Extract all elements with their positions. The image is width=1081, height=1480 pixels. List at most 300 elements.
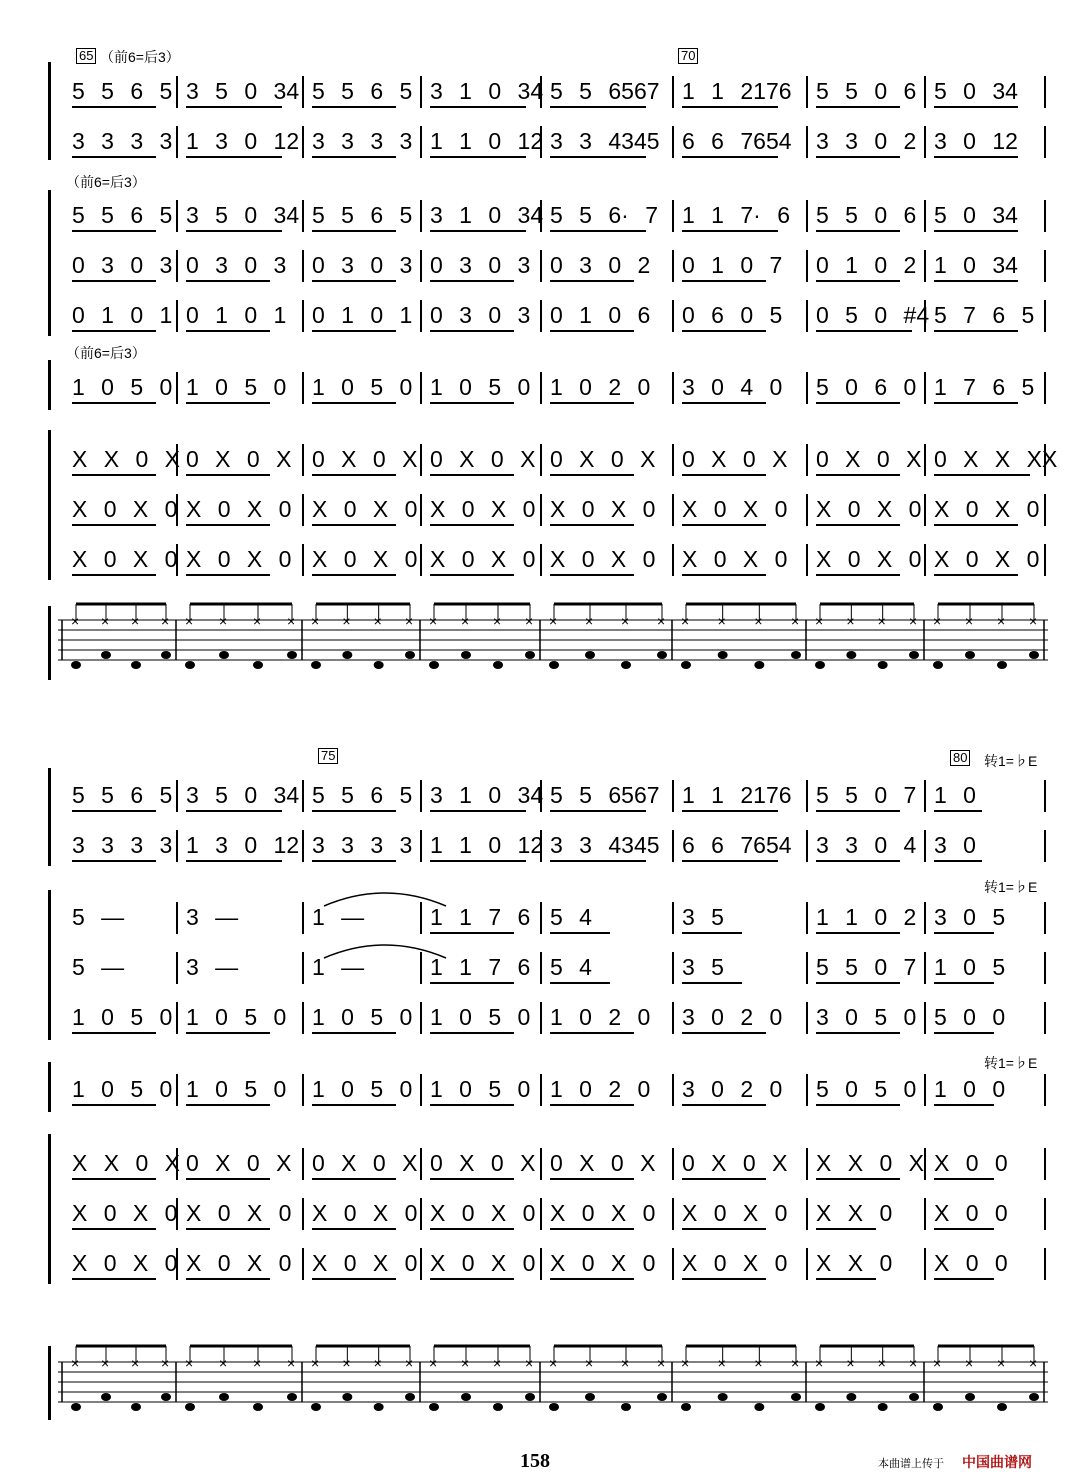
system2-measure-cell: 3 3 3 3	[72, 832, 173, 858]
tuning-note-top: （前6=后3）	[100, 49, 180, 65]
drum-cymbal-note: ×	[549, 1355, 558, 1371]
system2-barline	[420, 1074, 422, 1106]
drum-note-head	[219, 1393, 229, 1401]
system1-barline	[302, 494, 304, 526]
system2-beam	[934, 1278, 994, 1280]
bracket-s1-b	[48, 190, 55, 336]
drum-note-head	[1029, 1393, 1039, 1401]
drum-cymbal-note: ×	[429, 613, 438, 629]
system2-barline	[540, 952, 542, 984]
bracket-s1-c	[48, 360, 55, 410]
system2-measure-cell: 3 3 3 3	[312, 832, 413, 858]
tuning-note-2: （前6=后3）	[66, 174, 146, 190]
system2-measure-cell: 0 X 0 X	[312, 1150, 418, 1176]
system1-measure-cell: 1 1 0 12	[430, 128, 544, 154]
drum-cymbal-note: ×	[549, 613, 558, 629]
system1-beam	[816, 156, 900, 158]
system1-barline	[176, 494, 178, 526]
system1-measure-cell: 3 0 12	[934, 128, 1018, 154]
system1-barline	[672, 250, 674, 282]
system2-barline	[420, 1148, 422, 1180]
system2-beam	[186, 1032, 270, 1034]
drum-cymbal-note: ×	[405, 1355, 414, 1371]
drum-note-head	[621, 1403, 631, 1411]
system1-beam	[934, 402, 1018, 404]
system1-barline	[924, 544, 926, 576]
system1-beam	[72, 330, 156, 332]
bracket-s1-d	[48, 430, 55, 580]
system1-beam	[186, 156, 282, 158]
system1-barline	[1044, 544, 1046, 576]
system2-beam	[816, 982, 900, 984]
system1-barline	[806, 300, 808, 332]
system2-measure-cell: 3 5	[682, 904, 724, 930]
system1-beam	[186, 524, 270, 526]
system2-barline	[806, 902, 808, 934]
system1-barline	[672, 300, 674, 332]
drum-note-head	[405, 1393, 415, 1401]
system1-measure-cell: 0 3 0 3	[72, 252, 173, 278]
system2-barline	[806, 1198, 808, 1230]
system2-beam	[682, 932, 742, 934]
drum-note-head	[429, 661, 439, 669]
system2-barline	[806, 1148, 808, 1180]
system2-barline	[672, 952, 674, 984]
system2-measure-cell: 3 —	[186, 954, 239, 980]
system2-beam	[816, 1178, 900, 1180]
system2-beam	[550, 1228, 634, 1230]
system1-measure-cell: X 0 X 0	[312, 546, 418, 572]
system2-beam	[72, 860, 156, 862]
system1-measure-cell: 0 1 0 7	[682, 252, 783, 278]
system1-measure-cell: 0 X X XX	[934, 446, 1058, 472]
system2-barline	[176, 780, 178, 812]
system2-barline	[1044, 1248, 1046, 1280]
system2-measure-cell: 0 X 0 X	[186, 1150, 292, 1176]
system2-barline	[924, 1148, 926, 1180]
drum-cymbal-note: ×	[373, 1355, 382, 1371]
drum-note-head	[493, 1403, 503, 1411]
system2-barline	[420, 952, 422, 984]
system1-barline	[924, 494, 926, 526]
system2-beam	[72, 1278, 156, 1280]
system2-barline	[806, 1074, 808, 1106]
system1-barline	[672, 200, 674, 232]
system1-barline	[176, 444, 178, 476]
system2-measure-cell: 1 0 5 0	[72, 1004, 173, 1030]
system2-beam	[550, 810, 646, 812]
drum-note-head	[342, 1393, 352, 1401]
system2-beam	[72, 1178, 156, 1180]
system1-measure-cell: 1 3 0 12	[186, 128, 300, 154]
system1-measure-cell: X 0 X 0	[430, 496, 536, 522]
drum-note-head	[754, 661, 764, 669]
system2-measure-cell: 3 —	[186, 904, 239, 930]
system1-beam	[682, 574, 766, 576]
drum-note-head	[791, 1393, 801, 1401]
system2-measure-cell: X 0 X 0	[72, 1200, 178, 1226]
system1-beam	[72, 280, 156, 282]
drum-note-head	[101, 651, 111, 659]
system2-barline	[806, 1002, 808, 1034]
system1-barline	[302, 250, 304, 282]
system1-beam	[72, 402, 156, 404]
bracket-s2-d	[48, 1134, 55, 1284]
system2-beam	[682, 1228, 766, 1230]
system2-barline	[176, 902, 178, 934]
system2-measure-cell: 5 5 0 7	[816, 782, 917, 808]
system1-barline	[924, 300, 926, 332]
system1-barline	[924, 126, 926, 158]
system1-barline	[924, 76, 926, 108]
system2-measure-cell: X 0 X 0	[682, 1250, 788, 1276]
system2-beam	[682, 860, 778, 862]
drum-cymbal-note: ×	[791, 613, 800, 629]
system1-beam	[816, 402, 900, 404]
drum-cymbal-note: ×	[461, 613, 470, 629]
system1-barline	[806, 250, 808, 282]
system1-measure-cell: 3 0 4 0	[682, 374, 783, 400]
system1-barline	[420, 544, 422, 576]
system2-barline	[672, 1248, 674, 1280]
system1-beam	[550, 330, 634, 332]
system1-measure-cell: 5 7 6 5	[934, 302, 1035, 328]
drum-note-head	[878, 661, 888, 669]
system1-beam	[186, 474, 270, 476]
drum-cymbal-note: ×	[657, 1355, 666, 1371]
system2-beam	[430, 932, 514, 934]
system2-measure-cell: 1 0 0	[934, 1076, 1006, 1102]
system1-measure-cell: 5 5 6· 7	[550, 202, 658, 228]
system2-measure-cell: 5 —	[72, 904, 125, 930]
system2-measure-cell: X 0 X 0	[430, 1250, 536, 1276]
system1-barline	[176, 200, 178, 232]
system1-barline	[420, 494, 422, 526]
system1-measure-cell: 3 3 4345	[550, 128, 660, 154]
system2-barline	[302, 780, 304, 812]
key-change-2: 转1=♭E	[984, 879, 1038, 895]
drum-note-head	[1029, 651, 1039, 659]
system1-barline	[176, 76, 178, 108]
drum-note-head	[287, 1393, 297, 1401]
system2-measure-cell: 5 0 5 0	[816, 1076, 917, 1102]
drum-note-head	[657, 1393, 667, 1401]
measure-number-80: 80	[950, 750, 970, 766]
system2-beam	[430, 1228, 514, 1230]
system2-barline	[176, 1074, 178, 1106]
system1-barline	[302, 76, 304, 108]
system2-beam	[430, 1278, 514, 1280]
system1-measure-cell: 0 1 0 2	[816, 252, 917, 278]
system1-measure-cell: 1 0 2 0	[550, 374, 651, 400]
bracket-s2-drum	[48, 1346, 55, 1420]
system1-barline	[1044, 444, 1046, 476]
system1-measure-cell: 3 3 3 3	[312, 128, 413, 154]
system1-barline	[1044, 200, 1046, 232]
system2-measure-cell: X 0 X 0	[682, 1200, 788, 1226]
system1-barline	[806, 494, 808, 526]
system2-barline	[924, 1074, 926, 1106]
system2-measure-cell: X 0 X 0	[312, 1200, 418, 1226]
system1-barline	[540, 300, 542, 332]
system1-barline	[1044, 250, 1046, 282]
system2-beam	[312, 810, 396, 812]
system1-barline	[176, 126, 178, 158]
system1-measure-cell: X 0 X 0	[682, 546, 788, 572]
system2-beam	[186, 810, 282, 812]
system2-beam	[186, 860, 282, 862]
system2-barline	[302, 952, 304, 984]
drum-cymbal-note: ×	[493, 1355, 502, 1371]
drum-note-head	[71, 661, 81, 669]
system1-barline	[540, 372, 542, 404]
system1-beam	[682, 106, 778, 108]
system2-barline	[806, 780, 808, 812]
system2-beam	[816, 1032, 900, 1034]
system2-measure-cell: X 0 X 0	[430, 1200, 536, 1226]
system2-barline	[176, 952, 178, 984]
system1-measure-cell: 5 5 6 5	[312, 78, 413, 104]
system1-beam	[934, 574, 1018, 576]
system2-measure-cell: 5 4	[550, 904, 592, 930]
system2-barline	[672, 830, 674, 862]
system2-beam	[186, 1104, 270, 1106]
system1-measure-cell: 0 X 0 X	[682, 446, 788, 472]
drum-cymbal-note: ×	[754, 613, 763, 629]
drum-note-head	[287, 651, 297, 659]
system2-beam	[934, 860, 982, 862]
drum-note-head	[878, 1403, 888, 1411]
system2-beam	[934, 810, 982, 812]
system1-beam	[430, 330, 514, 332]
system1-barline	[1044, 126, 1046, 158]
system2-beam	[816, 932, 900, 934]
system2-measure-cell: 0 X 0 X	[682, 1150, 788, 1176]
system2-measure-cell: 1 0 5 0	[312, 1004, 413, 1030]
drum-note-head	[909, 1393, 919, 1401]
system2-measure-cell: X 0 0	[934, 1200, 1008, 1226]
drum-note-head	[815, 1403, 825, 1411]
system2-measure-cell: 1 3 0 12	[186, 832, 300, 858]
system1-measure-cell: 0 3 0 3	[430, 302, 531, 328]
system2-barline	[302, 1198, 304, 1230]
system1-beam	[682, 280, 766, 282]
system2-barline	[176, 1148, 178, 1180]
system2-beam	[312, 1104, 396, 1106]
drum-cymbal-note: ×	[717, 1355, 726, 1371]
system1-measure-cell: 1 7 6 5	[934, 374, 1035, 400]
drum-note-head	[161, 1393, 171, 1401]
system1-beam	[816, 474, 900, 476]
system1-barline	[1044, 372, 1046, 404]
system2-beam	[312, 860, 396, 862]
system1-barline	[672, 544, 674, 576]
system1-measure-cell: 0 X 0 X	[312, 446, 418, 472]
system2-measure-cell: X X 0	[816, 1250, 893, 1276]
drum-cymbal-note: ×	[933, 613, 942, 629]
system2-barline	[672, 780, 674, 812]
drum-cymbal-note: ×	[101, 1355, 110, 1371]
drum-cymbal-note: ×	[311, 1355, 320, 1371]
system1-beam	[72, 574, 156, 576]
system1-barline	[420, 372, 422, 404]
drum-cymbal-note: ×	[405, 613, 414, 629]
system2-measure-cell: 1 0	[934, 782, 976, 808]
system1-beam	[816, 330, 912, 332]
system2-barline	[540, 1248, 542, 1280]
drum-note-head	[718, 1393, 728, 1401]
system2-barline	[420, 902, 422, 934]
system1-barline	[806, 372, 808, 404]
system1-beam	[816, 230, 900, 232]
drum-cymbal-note: ×	[373, 613, 382, 629]
system1-measure-cell: X 0 X 0	[816, 496, 922, 522]
system2-measure-cell: X 0 X 0	[550, 1200, 656, 1226]
system2-barline	[1044, 902, 1046, 934]
system1-beam	[934, 524, 1018, 526]
system1-measure-cell: X 0 X 0	[682, 496, 788, 522]
system2-beam	[816, 860, 900, 862]
system2-beam	[682, 1032, 766, 1034]
drum-note-head	[161, 651, 171, 659]
system2-barline	[924, 1198, 926, 1230]
system1-barline	[420, 76, 422, 108]
system2-barline	[924, 952, 926, 984]
drum-cymbal-note: ×	[429, 1355, 438, 1371]
system1-measure-cell: X 0 X 0	[186, 496, 292, 522]
system1-measure-cell: 0 1 0 1	[186, 302, 287, 328]
measure-number-65: 65	[76, 48, 96, 64]
system2-beam	[430, 1104, 514, 1106]
system1-measure-cell: X 0 X 0	[816, 546, 922, 572]
system2-measure-cell: X 0 0	[934, 1150, 1008, 1176]
drum-cymbal-note: ×	[311, 613, 320, 629]
system2-measure-cell: 5 —	[72, 954, 125, 980]
bracket-s2-c	[48, 1062, 55, 1112]
drum-cymbal-note: ×	[965, 613, 974, 629]
system2-beam	[186, 1278, 270, 1280]
system2-measure-cell: 5 0 0	[934, 1004, 1006, 1030]
system1-measure-cell: 0 X 0 X	[550, 446, 656, 472]
system2-measure-cell: 3 3 4345	[550, 832, 660, 858]
system2-barline	[540, 902, 542, 934]
system2-barline	[672, 1148, 674, 1180]
drum-cymbal-note: ×	[287, 613, 296, 629]
system2-beam	[816, 1228, 876, 1230]
drum-note-head	[311, 1403, 321, 1411]
system2-measure-cell: 1 1 7 6	[430, 954, 531, 980]
system1-measure-cell: 6 6 7654	[682, 128, 792, 154]
drum-staff-1	[58, 600, 1048, 680]
system1-measure-cell: X X 0 X	[72, 446, 180, 472]
drum-cymbal-note: ×	[681, 1355, 690, 1371]
system2-beam	[816, 1278, 876, 1280]
system1-measure-cell: 1 0 5 0	[72, 374, 173, 400]
drum-cymbal-note: ×	[997, 613, 1006, 629]
system1-measure-cell: X 0 X 0	[72, 496, 178, 522]
drum-cymbal-note: ×	[1029, 613, 1038, 629]
drum-note-head	[493, 661, 503, 669]
system1-barline	[672, 494, 674, 526]
system2-measure-cell: 1 1 2176	[682, 782, 792, 808]
system1-beam	[312, 230, 396, 232]
drum-note-head	[965, 651, 975, 659]
system1-beam	[186, 230, 282, 232]
drum-note-head	[131, 1403, 141, 1411]
bracket-s1-drum	[48, 606, 55, 680]
system2-barline	[1044, 952, 1046, 984]
system1-beam	[550, 156, 646, 158]
system2-measure-cell: 5 5 6 5	[72, 782, 173, 808]
system1-barline	[176, 544, 178, 576]
drum-cymbal-note: ×	[219, 613, 228, 629]
system2-barline	[924, 1002, 926, 1034]
system2-beam	[312, 1278, 396, 1280]
system1-beam	[430, 524, 514, 526]
system2-beam	[550, 1178, 634, 1180]
drum-cymbal-note: ×	[585, 613, 594, 629]
system2-barline	[176, 1248, 178, 1280]
drum-note-head	[718, 651, 728, 659]
system1-beam	[816, 524, 900, 526]
system2-measure-cell: 3 0 5	[934, 904, 1006, 930]
system1-measure-cell: 5 0 34	[934, 202, 1018, 228]
system1-measure-cell: X 0 X 0	[312, 496, 418, 522]
drum-cymbal-note: ×	[815, 1355, 824, 1371]
drum-cymbal-note: ×	[621, 613, 630, 629]
system2-measure-cell: 1 —	[312, 904, 365, 930]
system1-barline	[672, 76, 674, 108]
drum-cymbal-note: ×	[253, 613, 262, 629]
system1-barline	[176, 372, 178, 404]
system1-beam	[186, 402, 270, 404]
system2-barline	[540, 1198, 542, 1230]
system2-beam	[934, 982, 994, 984]
system1-measure-cell: X 0 X 0	[186, 546, 292, 572]
drum-cymbal-note: ×	[1029, 1355, 1038, 1371]
system2-measure-cell: 3 0 5 0	[816, 1004, 917, 1030]
system2-barline	[924, 830, 926, 862]
system1-beam	[72, 474, 156, 476]
system1-beam	[312, 156, 396, 158]
key-change-1: 转1=♭E	[984, 753, 1038, 769]
system1-measure-cell: X 0 X 0	[430, 546, 536, 572]
system1-beam	[816, 574, 900, 576]
system2-measure-cell: X 0 X 0	[550, 1250, 656, 1276]
system1-barline	[420, 200, 422, 232]
system1-beam	[934, 330, 1018, 332]
system2-barline	[420, 780, 422, 812]
drum-cymbal-note: ×	[525, 1355, 534, 1371]
system1-measure-cell: 0 1 0 1	[72, 302, 173, 328]
system2-barline	[176, 1002, 178, 1034]
system1-measure-cell: 5 5 6 5	[312, 202, 413, 228]
drum-note-head	[815, 661, 825, 669]
system2-measure-cell: 3 3 0 4	[816, 832, 917, 858]
system1-barline	[540, 76, 542, 108]
system1-measure-cell: 3 5 0 34	[186, 78, 300, 104]
drum-note-head	[585, 1393, 595, 1401]
system1-measure-cell: 3 3 3 3	[72, 128, 173, 154]
drum-note-head	[621, 661, 631, 669]
drum-staff-2	[58, 1342, 1048, 1422]
system1-measure-cell: 3 5 0 34	[186, 202, 300, 228]
system2-measure-cell: 5 4	[550, 954, 592, 980]
drum-note-head	[461, 651, 471, 659]
system2-beam	[72, 1104, 156, 1106]
system1-beam	[312, 574, 396, 576]
system1-beam	[430, 280, 514, 282]
